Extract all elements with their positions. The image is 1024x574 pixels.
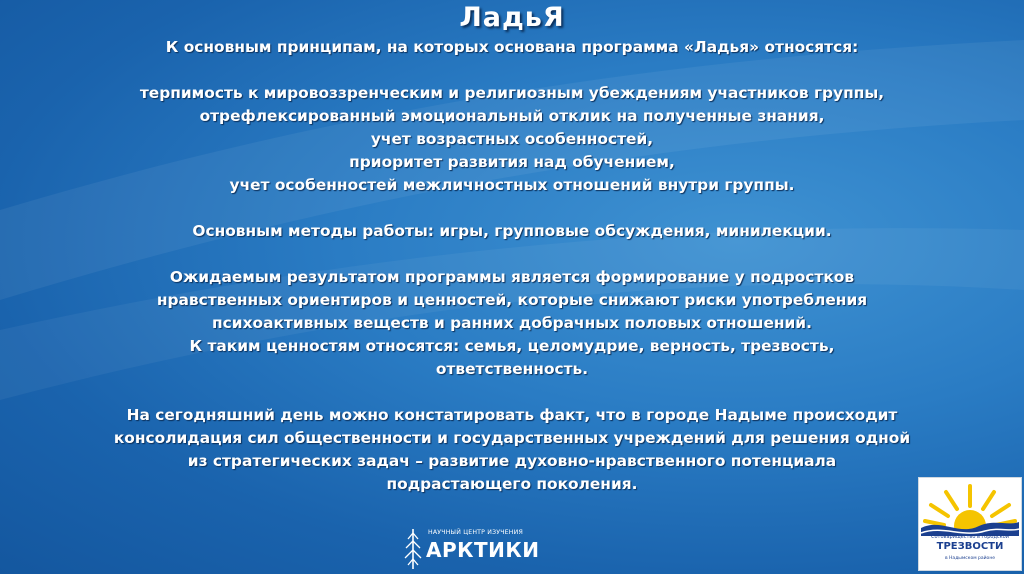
expected-line: К таким ценностям относятся: семья, целомудрие, верность, трезвость, xyxy=(189,337,835,355)
expected-line: психоактивных веществ и ранних добрачных половых отношений. xyxy=(212,314,812,332)
principles-list xyxy=(6,82,1018,197)
trezvost-caption-foot: в Надымском районе xyxy=(944,556,996,561)
conclusion-line: подрастающего поколения. xyxy=(386,475,638,493)
expected-line: ответственность. xyxy=(435,360,589,378)
methods-text: Основным методы работы: игры, групповые обсуждения, минилекции. xyxy=(192,222,832,240)
arktiki-logo-icon xyxy=(402,528,424,570)
conclusion-line: из стратегических задач – развитие духовно-нравственного потенциала xyxy=(187,452,837,470)
slide-title: ЛадьЯ xyxy=(459,2,565,33)
principle-item: отрефлексированный эмоциональный отклик на полученные знания, xyxy=(199,107,825,125)
conclusion-line: консолидация сил общественности и государственных учреждений для решения одной xyxy=(113,429,911,447)
principle-item: терпимость к мировоззренческим и религиозным убеждениям участников группы, xyxy=(139,84,885,102)
trezvost-caption-big: ТРЕЗВОСТИ xyxy=(936,541,1004,552)
principle-item: учет возрастных особенностей, xyxy=(370,130,654,148)
principle-item: приоритет развития над обучением, xyxy=(349,153,675,171)
intro-text: К основным принципам, на которых основана программа «Ладья» относятся: xyxy=(165,38,859,56)
conclusion xyxy=(6,404,1018,496)
expected-result xyxy=(6,266,1018,381)
trezvost-logo xyxy=(918,477,1022,571)
trezvost-logo-icon xyxy=(919,478,1021,536)
trezvost-caption-small: Сотоварищество в городской xyxy=(931,534,1009,540)
principle-item: учет особенностей межличностных отношений внутри группы. xyxy=(229,176,795,194)
arktiki-big-text: АРКТИКИ xyxy=(426,538,540,562)
expected-line: Ожидаемым результатом программы является формирование у подростков xyxy=(169,268,855,286)
expected-line: нравственных ориентиров и ценностей, которые снижают риски употребления xyxy=(156,291,868,309)
arktiki-small-text: НАУЧНЫЙ ЦЕНТР ИЗУЧЕНИЯ xyxy=(428,529,523,536)
conclusion-line: На сегодняшний день можно констатировать факт, что в городе Надыме происходит xyxy=(126,406,898,424)
arktiki-logo xyxy=(402,527,540,571)
slide-body xyxy=(6,36,1018,496)
